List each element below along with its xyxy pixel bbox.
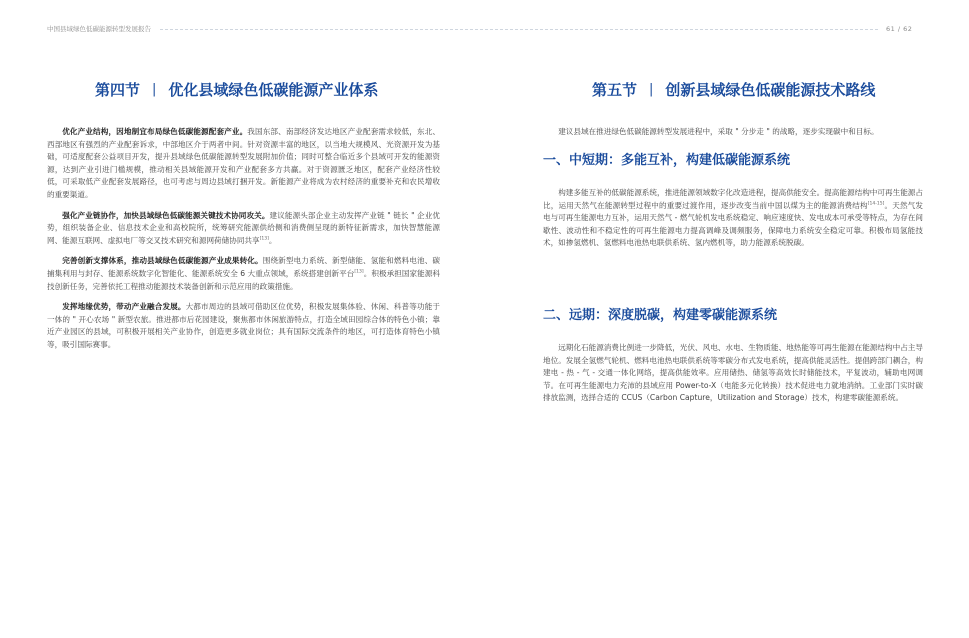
paragraph-4-body: 大都市周边的县域可借助区位优势，积极发展集体验、休闲、科普等功能于一体的 " 开心农场 " 新型农旅。推进都市后花园建设，聚焦都市休闲旅游特点，打造全域田园综合体的特色小镇；靠近产业园区的县域，可积极开展相关产业协作，创造更多就业岗位；具有国际交流条件的地区，可打造体育特色小镇等，吸引国际赛事。 [47,302,440,349]
paragraph-2-tail: 。 [268,235,277,245]
section-5-title: 创新县域绿色低碳能源技术路线 [665,81,876,99]
subsection-1-text-a: 构建多能互补的低碳能源系统，推进能源领域数字化改造进程，提高供能安全。提高能源结构中可再生能源占比，运用天然气在能源转型过程中的重要过渡作用，逐步改变当前中国以煤为主的能源消费结构 [543,188,923,210]
subsection-2-paragraph: 远期化石能源消费比例进一步降低，光伏、风电、水电、生物质能、地热能等可再生能源在能源结构中占主导地位。发展全氢燃气轮机、燃料电池热电联供系统等零碳分布式发电系统，提高供能灵活性。提倡跨部门耦合，构建电 - 热 - 气 - 交通一体化网络，提高供能效率。应用储热、储氢等高效长时储能技术，平复波动，辅助电网调节。在可再生能源电力充沛的县域应用 Power-to-X（电能多元化转换）技术促进电力就地消纳。工业部门实时碳排放监测，选择合适的 CCUS（Carbon Capture，Utilization and Storage）技术，构建零碳能源系统。 [543,343,923,403]
subsection-1-body [543,187,923,258]
left-paragraph-1 [47,126,440,202]
subsection-1-text-b: 。天然气发电与可再生能源电力互补，运用天然气 - 燃气轮机发电系统稳定、响应速度快、发电成本可承受等特点，为存在间歇性、波动性和不稳定性的可再生能源电力提高调峰及调频服务，保障电力系统安全稳定可靠。积极布局氢能技术，如掺氢燃机、氢燃料电池热电联供系统、氢内燃机等，助力能源系统脱碳。 [543,200,924,248]
paragraph-4-lead: 发挥地缘优势，带动产业融合发展。 [62,302,186,312]
header-divider [160,29,878,30]
subsection-1-paragraph [543,187,923,250]
left-paragraph-2 [47,210,440,248]
paragraph-1-body: 我国东部、南部经济发达地区产业配套需求较低，东北、西部地区有强烈的产业配套诉求，中部地区介于两者中间。针对资源丰富的地区，以当地大规模风、光资源开发为基础，可适度配套公益项目开发，提升县域绿色低碳能源转型发展附加价值；同时可整合临近多个县域可开发的能源资源，达到产业引进门槛规模，推动相关县域能源开发和产业配套多方共赢。对于资源匮乏地区，配套产业经济性较低，可采取低产业配套发展路径，也可考虑与周边县域打捆开发。新能源产业将成为农村经济的重要补充和农民增收的重要渠道。 [47,127,440,199]
intro-paragraph: 建议县域在推进绿色低碳能源转型发展进程中，采取 " 分步走 " 的战略，逐步实现碳中和目标。 [558,127,879,136]
citation-ref: [13] [354,269,364,275]
section-4-heading [95,80,378,100]
subsection-2-body [543,342,923,413]
paragraph-2-lead: 强化产业链协作，加快县域绿色低碳能源关键技术协同攻关。 [62,210,270,220]
right-intro [543,126,923,147]
subsection-2-title: 二、远期：深度脱碳，构建零碳能源系统 [543,308,778,323]
report-title: 中国县域绿色低碳能源转型发展报告 [47,25,151,33]
citation-ref: [13] [259,236,269,242]
subsection-1-title: 一、中短期：多能互补，构建低碳能源系统 [543,153,791,168]
section-5-number: 第五节 [592,81,638,99]
paragraph-3-body: 围绕新型电力系统、新型储能、氢能和燃料电池、碳捕集利用与封存、能源系统数字化智能化、能源系统安全 6 大重点领域，系统搭建创新平台 [47,256,441,278]
left-paragraph-4 [47,301,440,351]
section-4-title: 优化县域绿色低碳能源产业体系 [168,81,379,99]
paragraph-3-lead: 完善创新支撑体系，推动县域绿色低碳能源产业成果转化。 [62,256,263,266]
left-column [47,126,440,360]
section-5-separator: | [649,82,654,97]
section-4-number: 第四节 [95,81,141,99]
paragraph-3-tail: 。积极承担国家能源科技创新任务，完善依托工程推动能源技术装备创新和示范应用的政策措施。 [47,268,441,291]
page-header [0,0,969,40]
paragraph-2-body: 建议能源头部企业主动发挥产业链 " 链长 " 企业优势，组织装备企业、信息技术企业和高校院所，统筹研究能源供给侧和消费侧呈现的新特征新需求，加快智慧能源网、能源互联网、虚拟电厂等交叉技术研究和源网荷储协同共享 [47,210,441,245]
citation-ref: [14-15] [867,201,885,207]
section-4-separator: | [152,82,157,97]
left-paragraph-3 [47,255,440,293]
page-number: 61 / 62 [886,25,913,33]
section-5-heading [592,80,875,100]
paragraph-1-lead: 优化产业结构，因地制宜布局绿色低碳能源配套产业。 [62,127,248,136]
